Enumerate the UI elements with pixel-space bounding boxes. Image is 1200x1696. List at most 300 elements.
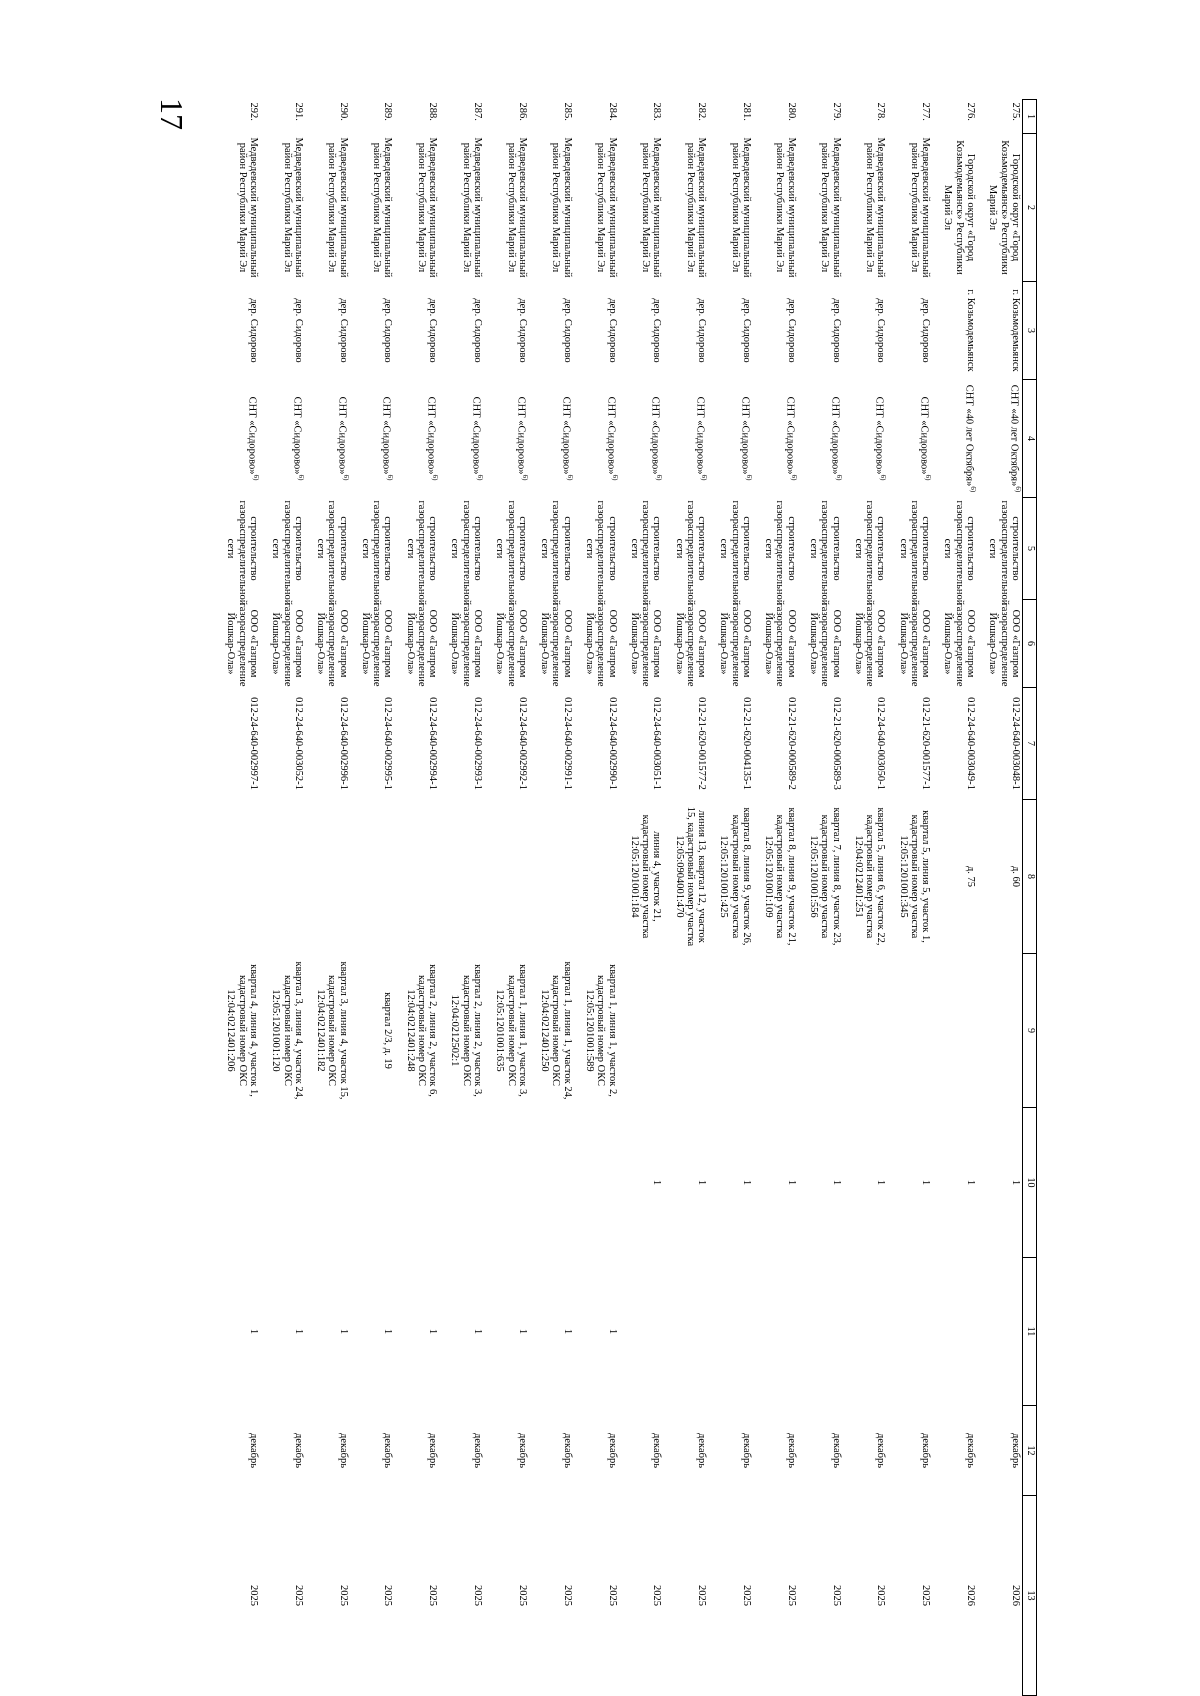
work-type-cell: строительство газораспределительной сети <box>225 500 260 606</box>
locality-cell: г. Козьмодемьянск <box>1010 289 1021 372</box>
oks-address-cell: квартал 2, линия 2, участок 3, кадастровый номер ОКС 12:04:0212502:1 <box>449 964 484 1097</box>
locality-cell: дер. Сидорово <box>427 298 439 363</box>
row-number-cell: 281. <box>741 102 752 121</box>
footnote-mark: 6) <box>1014 486 1022 493</box>
table-row <box>439 100 484 1696</box>
address-cell: квартал 7, линия 8, участок 23, кадастровый номер участка 12:05:1201001:556 <box>807 807 842 946</box>
col11-cell: 1 <box>337 1328 349 1335</box>
table-row <box>305 100 350 1696</box>
column-number-cell: 2 <box>1023 134 1037 282</box>
year-cell: 2025 <box>830 1585 842 1606</box>
operator-cell: ООО «Газпром газораспределение Йошкар-Ола» <box>404 602 439 687</box>
col11-cell: 1 <box>472 1328 484 1335</box>
year-cell: 2025 <box>606 1585 618 1606</box>
month-cell: декабрь <box>651 1433 663 1468</box>
operator-cell: ООО «Газпром газораспределение Йошкар-Ола» <box>449 602 484 687</box>
oks-address-cell: квартал 1, линия 1, участок 3, кадастровый номер ОКС 12:05:1201001:635 <box>494 964 528 1097</box>
oks-address-cell: квартал 1, линия 1, участок 2, кадастровый номер ОКС 12:05:1201001:589 <box>583 964 618 1097</box>
footnote-mark: 6) <box>700 474 709 481</box>
row-number-cell: 277. <box>920 102 932 121</box>
work-type-cell: строительство газораспределительной сети <box>673 500 708 606</box>
locality-cell: дер. Сидорово <box>472 298 484 363</box>
object-cell <box>932 380 977 498</box>
row-number-cell: 290. <box>337 102 349 121</box>
row-number-cell: 276. <box>965 102 977 121</box>
col11-cell <box>708 1258 753 1406</box>
column-number-cell: 13 <box>1023 1496 1037 1696</box>
column-number-cell: 4 <box>1023 380 1037 498</box>
footnote-mark: 6) <box>252 474 261 481</box>
footnote-mark: 6) <box>789 474 798 481</box>
operator-cell: ООО «Газпром газораспределение Йошкар-Ола» <box>718 602 752 687</box>
table-row <box>798 100 843 1696</box>
footnote-mark: 6) <box>745 474 753 481</box>
column-number-cell: 12 <box>1023 1406 1037 1496</box>
object-name: СНТ «Сидорово» <box>470 396 482 475</box>
col10-cell <box>574 1108 619 1258</box>
col10-cell <box>529 1108 574 1258</box>
object-name: СНТ «Сидорово» <box>739 396 751 475</box>
row-number-cell: 284. <box>606 102 618 121</box>
month-cell: декабрь <box>292 1433 304 1468</box>
year-cell: 2025 <box>292 1585 304 1606</box>
table-row <box>260 100 305 1696</box>
object-cell <box>843 380 888 498</box>
object-cell <box>887 380 932 498</box>
month-cell: декабрь <box>472 1433 484 1468</box>
col11-cell <box>619 1258 664 1406</box>
row-number-cell: 289. <box>382 102 394 121</box>
address-cell: квартал 5, линия 5, участок 1, кадастровый номер участка 12:05:1201001:345 <box>897 810 932 943</box>
col11-cell: 1 <box>606 1328 618 1335</box>
object-name: СНТ «Сидорово» <box>694 396 706 475</box>
operator-cell: ООО «Газпром газораспределение Йошкар-Ола» <box>763 602 797 687</box>
contract-number-cell: 012-24-640-003049-1 <box>965 697 977 790</box>
object-name: СНТ «Сидорово» <box>425 396 437 475</box>
operator-cell: ООО «Газпром газораспределение Йошкар-Ола» <box>539 602 573 687</box>
month-cell: декабрь <box>696 1433 708 1468</box>
municipality-cell: Медведевский муниципальный район Республики Марий Эл <box>460 137 484 278</box>
footnote-mark: 6) <box>296 474 305 481</box>
object-name: СНТ «Сидорово» <box>560 396 572 475</box>
address-cell <box>260 800 305 954</box>
object-cell <box>753 380 798 498</box>
operator-cell: ООО «Газпром газораспределение Йошкар-Ола» <box>987 602 1021 687</box>
footnote-mark: 6) <box>341 474 350 481</box>
month-cell: декабрь <box>516 1433 528 1468</box>
year-cell: 2025 <box>248 1585 260 1606</box>
object-cell <box>619 380 664 498</box>
col11-cell <box>798 1258 843 1406</box>
address-cell: квартал 8, линия 9, участок 26, кадастровый номер участка 12:05:1201001:425 <box>718 807 752 946</box>
municipality-cell: Медведевский муниципальный район Республики Марий Эл <box>684 137 708 278</box>
row-number-cell: 287. <box>472 102 484 121</box>
contract-number-cell: 012-24-640-002995-1 <box>382 697 394 790</box>
row-number-cell: 282. <box>696 102 708 121</box>
row-number-cell: 278. <box>875 102 887 121</box>
oks-address-cell: квартал 3, линия 4, участок 24, кадастровый номер ОКС 12:05:1201001:120 <box>270 961 304 1100</box>
footnote-mark: 6) <box>610 474 619 481</box>
municipality-cell: Медведевский муниципальный район Республики Марий Эл <box>729 137 752 278</box>
operator-cell: ООО «Газпром газораспределение Йошкар-Ола» <box>942 602 977 687</box>
operator-cell: ООО «Газпром газораспределение Йошкар-Ола» <box>807 602 842 687</box>
address-cell <box>439 800 484 954</box>
municipality-cell: Медведевский муниципальный район Республики Марий Эл <box>415 137 439 278</box>
column-number-cell: 6 <box>1023 600 1037 688</box>
municipality-cell: Городской округ «Город Козьмодемьянск» Республики Марий Эл <box>942 140 977 275</box>
locality-cell: дер. Сидорово <box>696 298 708 363</box>
locality-cell: дер. Сидорово <box>292 298 304 363</box>
municipality-cell: Городской округ «Город Козьмодемьянск» Республики Марий Эл <box>987 140 1021 275</box>
col10-cell <box>395 1108 440 1258</box>
oks-address-cell: квартал 1, линия 1, участок 24, кадастровый номер ОКС 12:04:0212401:250 <box>539 961 573 1100</box>
footnote-mark: 6) <box>386 474 395 481</box>
address-cell <box>574 800 619 954</box>
year-cell: 2025 <box>696 1585 708 1606</box>
footnote-mark: 6) <box>565 474 574 481</box>
table-row <box>574 100 619 1696</box>
row-number-cell: 285. <box>561 102 573 121</box>
oks-address-cell: квартал 4, линия 4, участок 1, кадастровый номер ОКС 12:04:0212401:206 <box>225 964 260 1097</box>
operator-cell: ООО «Газпром газораспределение Йошкар-Ола» <box>583 602 618 687</box>
contract-number-cell: 012-21-620-004135-1 <box>741 697 752 790</box>
object-name: СНТ «40 лет Октября» <box>1008 384 1020 487</box>
month-cell: декабрь <box>741 1433 752 1468</box>
row-number-cell: 279. <box>830 102 842 121</box>
address-cell: д. 60 <box>1010 865 1021 888</box>
municipality-cell: Медведевский муниципальный район Республики Марий Эл <box>371 137 394 278</box>
rotated-table-sheet <box>215 99 1037 1695</box>
table-row <box>619 100 664 1696</box>
object-name: СНТ «Сидорово» <box>291 396 303 475</box>
address-cell <box>395 800 440 954</box>
table-row <box>215 100 260 1696</box>
col11-cell <box>843 1258 888 1406</box>
operator-cell: ООО «Газпром газораспределение Йошкар-Ола» <box>897 602 932 687</box>
col11-cell: 1 <box>427 1328 439 1335</box>
table-row <box>977 100 1022 1696</box>
operator-cell: ООО «Газпром газораспределение Йошкар-Ола» <box>315 602 349 687</box>
column-number-cell: 1 <box>1023 100 1037 134</box>
month-cell: декабрь <box>875 1433 887 1468</box>
year-cell: 2025 <box>561 1585 573 1606</box>
object-name: СНТ «Сидорово» <box>336 396 348 475</box>
object-cell <box>395 380 440 498</box>
locality-cell: дер. Сидорово <box>741 298 752 363</box>
page-number: 17 <box>154 98 191 130</box>
col11-cell: 1 <box>561 1328 573 1335</box>
locality-cell: дер. Сидорово <box>785 298 797 363</box>
locality-cell: дер. Сидорово <box>337 298 349 363</box>
object-cell <box>350 380 395 498</box>
municipality-cell: Медведевский муниципальный район Республики Марий Эл <box>595 137 618 278</box>
col10-cell: 1 <box>1010 1179 1021 1186</box>
footnote-mark: 6) <box>655 474 664 481</box>
month-cell: декабрь <box>965 1433 977 1468</box>
municipality-cell: Медведевский муниципальный район Республики Марий Эл <box>864 137 887 278</box>
contract-number-cell: 012-24-640-002996-1 <box>337 697 349 790</box>
oks-address-cell <box>887 954 932 1108</box>
column-number-cell: 7 <box>1023 688 1037 800</box>
contract-number-cell: 012-24-640-002993-1 <box>472 697 484 790</box>
contract-number-cell: 012-24-640-002991-1 <box>561 697 573 790</box>
row-number-cell: 283. <box>651 102 663 121</box>
col10-cell <box>484 1108 529 1258</box>
year-cell: 2025 <box>337 1585 349 1606</box>
operator-cell: ООО «Газпром газораспределение Йошкар-Ола» <box>494 602 528 687</box>
table-row <box>529 100 574 1696</box>
year-cell: 2026 <box>1010 1585 1021 1606</box>
address-cell <box>215 800 260 954</box>
locality-cell: дер. Сидорово <box>875 298 887 363</box>
footnote-mark: 6) <box>969 486 978 493</box>
table-row <box>395 100 440 1696</box>
object-cell <box>529 380 574 498</box>
address-cell <box>305 800 350 954</box>
municipality-cell: Медведевский муниципальный район Республики Марий Эл <box>505 137 528 278</box>
object-cell <box>305 380 350 498</box>
object-name: СНТ «Сидорово» <box>873 396 885 475</box>
col10-cell <box>260 1108 305 1258</box>
row-number-cell: 275. <box>1010 102 1021 121</box>
contract-number-cell: 012-24-640-003051-1 <box>651 697 663 790</box>
municipality-cell: Медведевский муниципальный район Республики Марий Эл <box>819 137 842 278</box>
footnote-mark: 6) <box>520 474 529 481</box>
locality-cell: дер. Сидорово <box>248 298 260 363</box>
locality-cell: дер. Сидорово <box>830 298 842 363</box>
work-type-cell: строительство газораспределительной сети <box>628 500 663 606</box>
table-body <box>215 100 1023 1696</box>
object-cell <box>574 380 619 498</box>
object-cell <box>663 380 708 498</box>
municipality-cell: Медведевский муниципальный район Республики Марий Эл <box>236 137 260 278</box>
oks-address-cell <box>619 954 664 1108</box>
col11-cell: 1 <box>516 1328 528 1335</box>
year-cell: 2025 <box>382 1585 394 1606</box>
table-row <box>753 100 798 1696</box>
month-cell: декабрь <box>427 1433 439 1468</box>
address-cell: д. 75 <box>965 865 977 888</box>
column-number-cell: 5 <box>1023 498 1037 600</box>
table-row <box>708 100 753 1696</box>
object-name: СНТ «Сидорово» <box>605 396 617 475</box>
col10-cell: 1 <box>785 1179 797 1186</box>
contract-number-cell: 012-24-640-002990-1 <box>606 697 618 790</box>
work-type-cell: строительство газораспределительной сети <box>852 500 887 606</box>
footnote-mark: 6) <box>834 474 843 481</box>
col11-cell <box>932 1258 977 1406</box>
col11-cell <box>663 1258 708 1406</box>
operator-cell: ООО «Газпром газораспределение Йошкар-Ола» <box>359 602 394 687</box>
object-name: СНТ «Сидорово» <box>381 396 392 475</box>
col10-cell: 1 <box>965 1179 977 1186</box>
work-type-cell: строительство газораспределительной сети <box>763 500 797 606</box>
municipality-cell: Медведевский муниципальный район Республики Марий Эл <box>281 137 304 278</box>
col10-cell: 1 <box>875 1179 887 1186</box>
contract-number-cell: 012-24-640-003048-1 <box>1010 697 1021 790</box>
oks-address-cell: квартал 2/3, д. 19 <box>382 992 394 1069</box>
oks-address-cell <box>843 954 888 1108</box>
contract-number-cell: 012-24-640-003052-1 <box>292 697 304 790</box>
contract-number-cell: 012-21-620-001577-2 <box>696 697 708 790</box>
contract-number-cell: 012-21-620-000589-2 <box>785 697 797 790</box>
object-name: СНТ «Сидорово» <box>918 396 930 475</box>
oks-address-cell <box>753 954 798 1108</box>
operator-cell: ООО «Газпром газораспределение Йошкар-Ола» <box>225 602 260 687</box>
operator-cell: ООО «Газпром газораспределение Йошкар-Ола» <box>673 602 708 687</box>
object-cell <box>708 380 753 498</box>
col10-cell: 1 <box>741 1179 752 1186</box>
row-number-cell: 286. <box>516 102 528 121</box>
year-cell: 2026 <box>965 1585 977 1606</box>
footnote-mark: 6) <box>879 474 888 481</box>
work-type-cell: строительство газораспределительной сети <box>359 500 394 606</box>
operator-cell: ООО «Газпром газораспределение Йошкар-Ола» <box>628 602 663 687</box>
locality-cell: дер. Сидорово <box>651 298 663 363</box>
object-name: СНТ «40 лет Октября» <box>963 384 975 487</box>
object-name: СНТ «Сидорово» <box>246 396 258 475</box>
year-cell: 2025 <box>875 1585 887 1606</box>
gasification-table <box>215 99 1037 1696</box>
table-row <box>350 100 395 1696</box>
work-type-cell: строительство газораспределительной сети <box>539 500 573 606</box>
object-name: СНТ «Сидорово» <box>784 396 796 475</box>
col10-cell <box>215 1108 260 1258</box>
contract-number-cell: 012-24-640-003050-1 <box>875 697 887 790</box>
column-number-cell: 3 <box>1023 282 1037 380</box>
oks-address-cell: квартал 2, линия 2, участок 6, кадастровый номер ОКС 12:04:0212401:248 <box>404 964 439 1097</box>
municipality-cell: Медведевский муниципальный район Республики Марий Эл <box>774 137 797 278</box>
month-cell: декабрь <box>785 1433 797 1468</box>
object-name: СНТ «Сидорово» <box>649 396 661 475</box>
contract-number-cell: 012-24-640-002992-1 <box>516 697 528 790</box>
work-type-cell: строительство газораспределительной сети <box>987 500 1021 606</box>
col11-cell <box>887 1258 932 1406</box>
contract-number-cell: 012-21-620-001577-1 <box>920 697 932 790</box>
row-number-cell: 292. <box>248 102 260 121</box>
table-row <box>887 100 932 1696</box>
footnote-mark: 6) <box>431 474 440 481</box>
column-number-cell: 11 <box>1023 1258 1037 1406</box>
address-cell <box>529 800 574 954</box>
work-type-cell: строительство газораспределительной сети <box>718 500 752 606</box>
column-number-row <box>1023 100 1037 1696</box>
locality-cell: дер. Сидорово <box>920 298 932 363</box>
col11-cell: 1 <box>292 1328 304 1335</box>
col10-cell <box>305 1108 350 1258</box>
month-cell: декабрь <box>920 1433 932 1468</box>
month-cell: декабрь <box>1010 1433 1021 1468</box>
work-type-cell: строительство газораспределительной сети <box>404 500 439 606</box>
work-type-cell: строительство газораспределительной сети <box>449 500 484 606</box>
object-cell <box>484 380 529 498</box>
municipality-cell: Медведевский муниципальный район Республики Марий Эл <box>326 137 349 278</box>
locality-cell: дер. Сидорово <box>561 298 573 363</box>
month-cell: декабрь <box>830 1433 842 1468</box>
month-cell: декабрь <box>337 1433 349 1468</box>
locality-cell: дер. Сидорово <box>606 298 618 363</box>
row-number-cell: 280. <box>785 102 797 121</box>
month-cell: декабрь <box>561 1433 573 1468</box>
col11-cell <box>753 1258 798 1406</box>
address-cell: квартал 8, линия 9, участок 21, кадастровый номер участка 12:05:1201001:109 <box>763 807 797 946</box>
municipality-cell: Медведевский муниципальный район Республики Марий Эл <box>550 137 573 278</box>
table-row <box>843 100 888 1696</box>
address-cell: линия 4, участок 21, кадастровый номер участка 12:05:1201001:184 <box>628 814 663 939</box>
work-type-cell: строительство газораспределительной сети <box>270 500 304 606</box>
operator-cell: ООО «Газпром газораспределение Йошкар-Ола» <box>270 602 304 687</box>
col10-cell <box>350 1108 395 1258</box>
object-cell <box>215 380 260 498</box>
work-type-cell: строительство газораспределительной сети <box>897 500 932 606</box>
locality-cell: дер. Сидорово <box>382 298 394 363</box>
oks-address-cell <box>798 954 843 1108</box>
oks-address-cell: квартал 3, линия 4, участок 15, кадастровый номер ОКС 12:04:0212401:182 <box>315 961 349 1100</box>
address-cell: линия 13, квартал 12, участок 15, кадастровый номер участка 12:05:0904001:470 <box>673 806 708 947</box>
operator-cell: ООО «Газпром газораспределение Йошкар-Ола» <box>852 602 887 687</box>
address-cell <box>484 800 529 954</box>
column-number-cell: 10 <box>1023 1108 1037 1258</box>
footnote-mark: 6) <box>924 474 933 481</box>
month-cell: декабрь <box>606 1433 618 1468</box>
col11-cell: 1 <box>382 1328 394 1335</box>
table-row <box>484 100 529 1696</box>
column-number-cell: 8 <box>1023 800 1037 954</box>
month-cell: декабрь <box>248 1433 260 1468</box>
year-cell: 2025 <box>516 1585 528 1606</box>
oks-address-cell <box>708 954 753 1108</box>
work-type-cell: строительство газораспределительной сети <box>494 500 528 606</box>
contract-number-cell: 012-24-640-002997-1 <box>248 697 260 790</box>
object-cell <box>977 380 1022 498</box>
column-number-cell: 9 <box>1023 954 1037 1108</box>
year-cell: 2025 <box>920 1585 932 1606</box>
year-cell: 2025 <box>651 1585 663 1606</box>
col10-cell: 1 <box>830 1179 842 1186</box>
row-number-cell: 288. <box>427 102 439 121</box>
object-cell <box>260 380 305 498</box>
col10-cell: 1 <box>696 1179 708 1186</box>
oks-address-cell <box>977 954 1022 1108</box>
footnote-mark: 6) <box>476 474 485 481</box>
year-cell: 2025 <box>472 1585 484 1606</box>
contract-number-cell: 012-24-640-002994-1 <box>427 697 439 790</box>
object-name: СНТ «Сидорово» <box>829 396 841 475</box>
object-cell <box>439 380 484 498</box>
object-cell <box>798 380 843 498</box>
contract-number-cell: 012-21-620-000589-3 <box>830 697 842 790</box>
locality-cell: дер. Сидорово <box>516 298 528 363</box>
col11-cell: 1 <box>248 1328 260 1335</box>
oks-address-cell <box>663 954 708 1108</box>
object-name: СНТ «Сидорово» <box>515 396 527 475</box>
address-cell: квартал 5, линия 6, участок 22, кадастровый номер участка 12:04:0212401:251 <box>852 807 887 946</box>
municipality-cell: Медведевский муниципальный район Республики Марий Эл <box>640 137 663 278</box>
year-cell: 2025 <box>427 1585 439 1606</box>
col10-cell <box>439 1108 484 1258</box>
col10-cell: 1 <box>920 1179 932 1186</box>
row-number-cell: 291. <box>292 102 304 121</box>
year-cell: 2025 <box>785 1585 797 1606</box>
work-type-cell: строительство газораспределительной сети <box>807 500 842 606</box>
address-cell <box>350 800 395 954</box>
oks-address-cell <box>932 954 977 1108</box>
table-row <box>932 100 977 1696</box>
work-type-cell: строительство газораспределительной сети <box>942 500 977 606</box>
municipality-cell: Медведевский муниципальный район Республики Марий Эл <box>908 137 932 278</box>
col11-cell <box>977 1258 1022 1406</box>
table-row <box>663 100 708 1696</box>
